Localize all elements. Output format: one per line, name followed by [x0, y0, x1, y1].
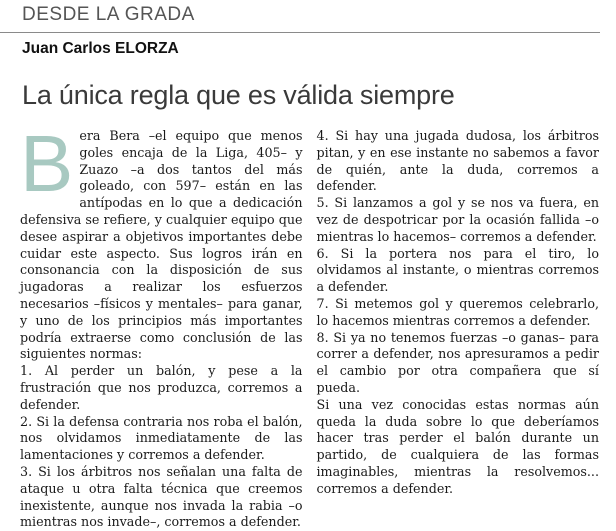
drop-cap: B: [20, 119, 74, 208]
rule-5: 5. Si lanzamos a gol y se nos va fuera, en vez de despotricar por la ocasión fallida –o mientras lo hacemos– corremos a defender.: [316, 195, 599, 244]
rule-8: 8. Si ya no tenemos fuerzas –o ganas– para correr a defender, nos apresuramos a pedir el cambio por otra compañera que sí pueda.: [316, 329, 599, 395]
article-body: [20, 119, 599, 530]
section-title: DESDE LA GRADA: [22, 4, 195, 25]
rule-2: 2. Si la defensa contraria nos roba el balón, nos olvidamos inmediatamente de las lamentaciones y corremos a defender.: [20, 413, 303, 463]
section-rule: [0, 32, 600, 33]
headline: La única regla que es válida siempre: [22, 80, 455, 110]
article-column-2: [316, 128, 600, 496]
rule-6: 6. Si la portera nos para el tiro, lo olvidamos al instante, o mientras corremos a defender.: [316, 245, 599, 295]
article-column-1: [20, 119, 303, 530]
closing-paragraph: Si una vez conocidas estas normas aún queda la duda sobre lo que deberíamos hacer tras perder el balón durante un partido, de cualquiera de las formas imaginables, mientras la resolvemos... corremos a defender.: [316, 396, 599, 496]
rule-7: 7. Si metemos gol y queremos celebrarlo, lo hacemos mientras corremos a defender.: [316, 295, 599, 328]
rule-1: 1. Al perder un balón, y pese a la frustración que nos produzca, corremos a defender.: [20, 363, 303, 412]
rule-3: 3. Si los árbitros nos señalan una falta de ataque u otra falta técnica que creemos inexistente, aunque nos invada la rabia –o mientras nos invade–, corremos a defender.: [20, 463, 303, 530]
author-byline: Juan Carlos ELORZA: [22, 40, 179, 57]
rule-4: 4. Si hay una jugada dudosa, los árbitros pitan, y en ese instante no sabemos a favor de quién, ante la duda, corremos a defender.: [316, 128, 599, 194]
intro-paragraph: era Bera –el equipo que menos goles encaja de la Liga, 405– y Zuazo –a dos tantos del más goleado, con 597– están en las antípodas en lo que a dedicación defensiva se refiere, y cualquier equipo que desee aspirar a objetivos importantes debe cuidar este aspecto. Sus logros irán en consonancia con la disposición de sus jugadoras a realizar los esfuerzos necesarios –físicos y mentales– para ganar, y uno de los principios más importantes podría extraerse como conclusión de las siguientes normas:: [20, 128, 303, 362]
